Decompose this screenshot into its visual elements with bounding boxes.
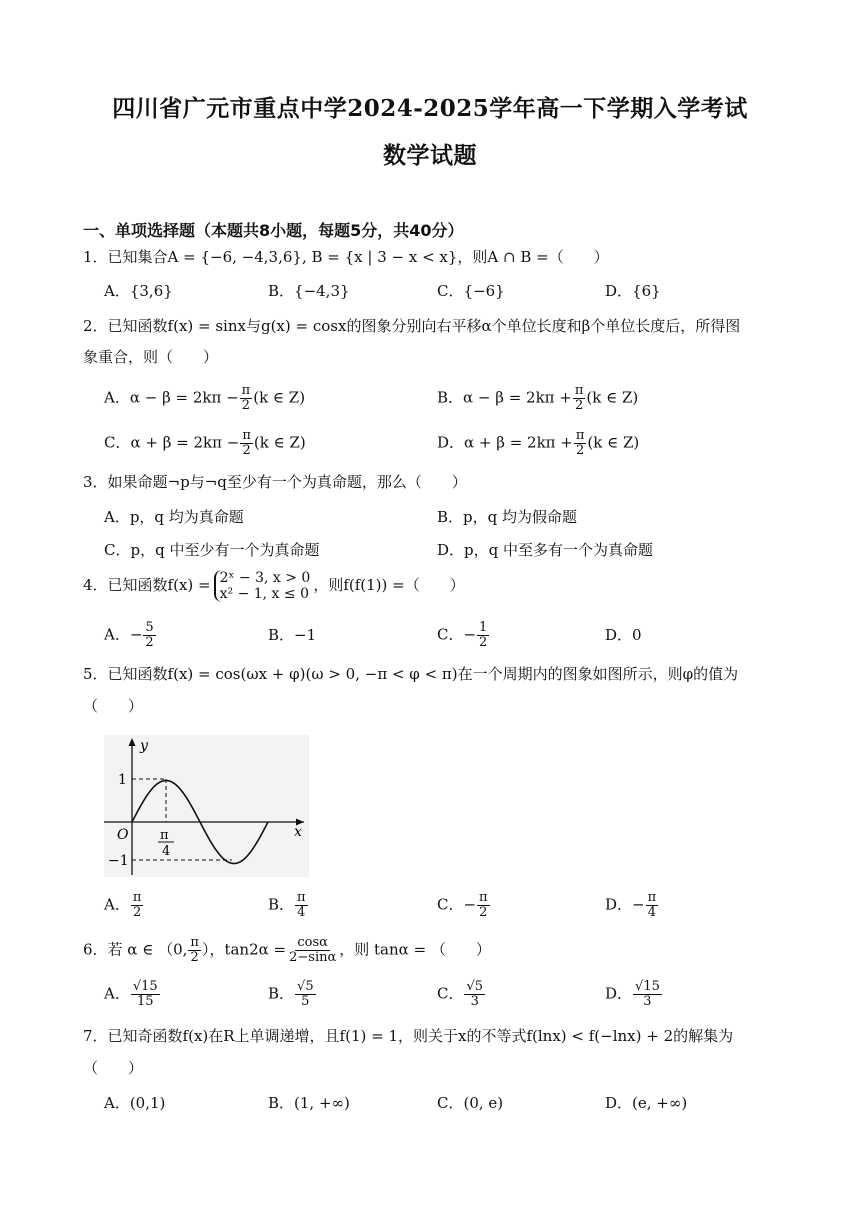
question-2-option-a (104, 384, 305, 413)
fraction (131, 980, 160, 1009)
question-3-option-c: C．p，q 中至少有一个为真命题 (104, 541, 320, 559)
fraction (295, 980, 316, 1009)
question-3-stem: 3．如果命题¬p与¬q至少有一个为真命题，那么（ ） (83, 473, 467, 491)
question-7-option-d: D．(e, +∞) (605, 1094, 688, 1112)
option-label: A． (104, 895, 130, 914)
question-1-option-a: A．{3,6} (104, 282, 173, 300)
fraction (646, 891, 659, 920)
numerator: π (574, 383, 584, 398)
tick-label-4: 4 (162, 844, 171, 859)
section-heading: 一、单项选择题（本题共8小题，每题5分，共40分） (83, 221, 464, 240)
tick-label-pi: π (160, 828, 169, 843)
question-1-option-d: D．{6} (605, 282, 661, 300)
tick-label-minus-1: −1 (108, 853, 129, 869)
piecewise-case-2: x² − 1, x ≤ 0 (219, 586, 309, 602)
question-5-stem-line2: （ ） (83, 697, 144, 715)
option-d-suffix: (k ∈ Z) (587, 433, 640, 452)
question-3-option-a: A．p，q 均为真命题 (104, 508, 244, 526)
numerator: 5 (145, 620, 154, 635)
denominator: 2 (575, 398, 584, 413)
fraction (131, 891, 144, 920)
question-3-option-d: D．p，q 中至多有一个为真命题 (437, 541, 653, 559)
y-axis-label: y (140, 738, 148, 754)
denominator: 5 (301, 994, 310, 1009)
denominator: 4 (647, 905, 657, 920)
denominator: 15 (136, 994, 154, 1009)
question-6-stem-suffix: ，则 tanα = （ ） (339, 940, 491, 959)
fraction (143, 621, 155, 650)
piecewise-brace (214, 570, 311, 602)
option-label: A．− (104, 625, 143, 644)
option-label: C．− (437, 625, 477, 644)
fraction (633, 980, 662, 1009)
question-6-option-c (437, 980, 486, 1009)
fraction (287, 936, 338, 965)
question-6-option-a (104, 980, 161, 1009)
question-1-stem: 1．已知集合A = {−6, −4,3,6}, B = {x | 3 − x < x}，则A ∩ B =（ ） (83, 248, 609, 266)
numerator: π (297, 890, 306, 905)
question-3-option-b: B．p，q 均为假命题 (437, 508, 577, 526)
question-4-option-c (437, 621, 490, 650)
origin-label: O (117, 827, 129, 843)
question-7-stem-line1: 7．已知奇函数f(x)在R上单调递增，且f(1) = 1，则关于x的不等式f(lnx) < f(−lnx) + 2的解集为 (83, 1027, 734, 1045)
fraction (477, 621, 489, 650)
fraction (477, 891, 490, 920)
fraction (188, 936, 201, 965)
option-a-text: A．α − β = 2kπ − (104, 388, 239, 407)
option-label: C． (437, 984, 464, 1003)
fraction (464, 980, 485, 1009)
x-axis-label: x (294, 824, 302, 840)
numerator: π (132, 890, 142, 905)
question-7-option-b: B．(1, +∞) (268, 1094, 350, 1112)
numerator: √5 (466, 979, 484, 994)
option-b-suffix: (k ∈ Z) (586, 388, 639, 407)
numerator: π (241, 383, 251, 398)
denominator: 2 (576, 443, 585, 458)
numerator: π (647, 890, 657, 905)
option-b-text: B．α − β = 2kπ + (437, 388, 572, 407)
question-6-option-b (268, 980, 317, 1009)
denominator: 2 (479, 905, 488, 920)
numerator: π (242, 428, 251, 443)
question-2-option-b (437, 384, 638, 413)
question-4-option-b: B．−1 (268, 626, 317, 644)
denominator: 2 (479, 635, 488, 650)
question-4-option-d: D．0 (605, 626, 642, 644)
option-c-text: C．α + β = 2kπ − (104, 433, 240, 452)
question-4-stem-prefix: 4．已知函数f(x) = (83, 576, 211, 594)
question-4-option-a (104, 621, 157, 650)
tick-label-1: 1 (118, 772, 127, 788)
denominator: 4 (297, 905, 306, 920)
graph-background (104, 735, 309, 877)
fraction (240, 429, 253, 458)
question-5-option-a (104, 891, 144, 920)
denominator: 2 (145, 635, 154, 650)
question-5-option-b (268, 891, 309, 920)
question-7-option-c: C．(0, e) (437, 1094, 504, 1112)
denominator: 3 (470, 994, 479, 1009)
question-5-option-c (437, 891, 491, 920)
option-label: B． (268, 895, 295, 914)
question-2-stem-line2: 象重合，则（ ） (83, 348, 219, 366)
question-6-stem-middle: ），tan2α = (201, 940, 287, 959)
question-4-stem (83, 570, 465, 602)
option-label: B． (268, 984, 295, 1003)
denominator: 2−sinα (289, 950, 337, 965)
denominator: 3 (643, 994, 652, 1009)
option-label: C．− (437, 895, 477, 914)
question-1-option-c: C．{−6} (437, 282, 505, 300)
cosine-graph (104, 735, 309, 877)
denominator: 2 (241, 398, 251, 413)
question-1-option-b: B．{−4,3} (268, 282, 350, 300)
question-5-option-d (605, 891, 659, 920)
question-5-stem-line1: 5．已知函数f(x) = cos(ωx + φ)(ω > 0, −π < φ < π)在一个周期内的图象如图所示，则φ的值为 (83, 665, 739, 683)
fraction (240, 384, 253, 413)
option-label: D． (605, 984, 633, 1003)
numerator: √5 (297, 979, 314, 994)
denominator: 2 (132, 905, 142, 920)
question-2-option-d (437, 429, 639, 458)
numerator: π (575, 428, 585, 443)
document-subtitle: 数学试题 (383, 142, 477, 169)
fraction (574, 429, 587, 458)
question-6-stem-prefix: 6．若 α ∈ （0, (83, 940, 188, 959)
fraction (295, 891, 308, 920)
option-label: A． (104, 984, 130, 1003)
denominator: 2 (242, 443, 251, 458)
numerator: √15 (635, 979, 660, 994)
question-4-stem-suffix: ，则f(f(1)) =（ ） (313, 576, 465, 594)
denominator: 2 (190, 950, 199, 965)
question-2-stem-line1: 2．已知函数f(x) = sinx与g(x) = cosx的图象分别向右平移α个单位长度和β个单位长度后，所得图 (83, 317, 741, 335)
question-6-stem (83, 936, 491, 965)
document-title: 四川省广元市重点中学2024-2025学年高一下学期入学考试 (112, 95, 748, 122)
question-7-stem-line2: （ ） (83, 1059, 144, 1077)
option-a-suffix: (k ∈ Z) (253, 388, 306, 407)
option-label: D．− (605, 895, 645, 914)
numerator: cosα (297, 935, 328, 950)
option-c-suffix: (k ∈ Z) (253, 433, 306, 452)
numerator: π (479, 890, 488, 905)
numerator: √15 (132, 979, 158, 994)
question-7-option-a: A．(0,1) (104, 1094, 166, 1112)
piecewise-case-1: 2ˣ − 3, x > 0 (219, 570, 311, 586)
numerator: 1 (479, 620, 488, 635)
option-d-text: D．α + β = 2kπ + (437, 433, 573, 452)
numerator: π (190, 935, 199, 950)
fraction (573, 384, 586, 413)
question-6-option-d (605, 980, 663, 1009)
question-2-option-c (104, 429, 306, 458)
